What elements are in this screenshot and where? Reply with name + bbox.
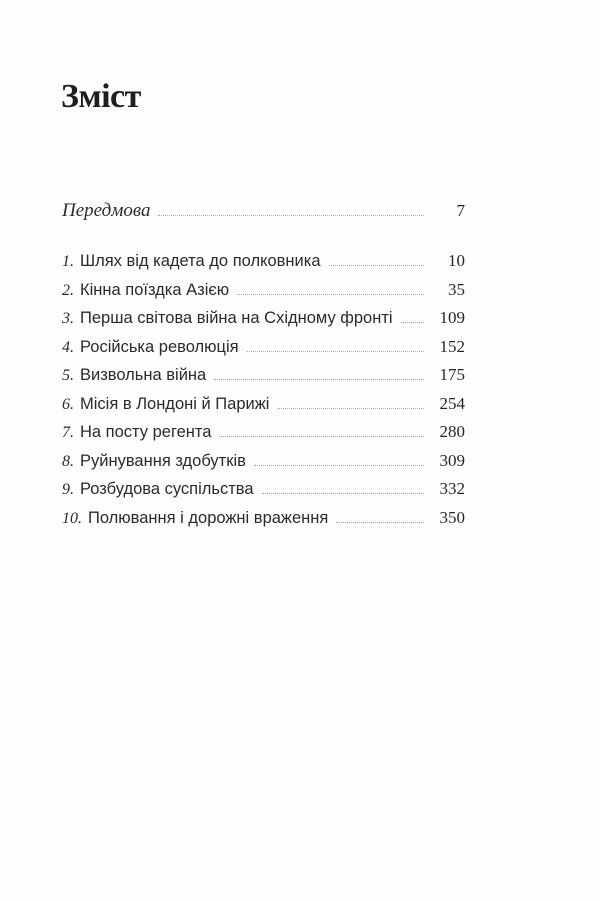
toc-preface-row: [62, 197, 465, 225]
page-title: Зміст: [61, 78, 141, 115]
toc-entry-number: 3.: [62, 310, 74, 327]
toc-entry-label: Російська революція: [80, 337, 239, 356]
dot-leader: [262, 493, 424, 494]
toc-entry-number: 10.: [62, 509, 82, 527]
toc-entry-number: 1.: [62, 253, 74, 270]
toc-entry: [62, 247, 465, 276]
toc-entry-number: 9.: [62, 481, 74, 498]
toc-entry-page-number: 332: [439, 479, 465, 498]
toc-entry: [62, 390, 465, 419]
toc-entry-label: На посту регента: [80, 423, 212, 441]
toc-entry: [62, 418, 465, 447]
toc-entry-page-number: 10: [448, 251, 465, 270]
toc-entry-label: Кінна поїздка Азією: [80, 280, 230, 299]
toc-entry: [62, 361, 465, 390]
toc-entry-label: Розбудова суспільства: [80, 480, 254, 498]
toc-entry-page-number: 175: [439, 365, 465, 384]
toc-entry-label: Визвольна війна: [80, 366, 207, 384]
toc-entry: [62, 333, 465, 362]
toc-entry-label: Полювання і дорожні враження: [88, 508, 329, 527]
dot-leader: [219, 436, 424, 437]
dot-leader: [336, 522, 424, 523]
dot-leader: [237, 294, 424, 295]
dot-leader: [254, 465, 424, 466]
toc-entry-number: 7.: [62, 424, 74, 441]
dot-leader: [277, 408, 424, 409]
toc-preface-label: Передмова: [62, 200, 151, 221]
toc-entry-page-number: 350: [439, 507, 465, 527]
toc-entry: [62, 475, 465, 504]
toc-entry-label: Руйнування здобутків: [80, 451, 246, 470]
dot-leader: [247, 351, 424, 352]
toc-entry-number: 5.: [62, 367, 74, 384]
toc-entry-page-number: 309: [439, 450, 465, 470]
toc-entry-label: Шлях від кадета до полковника: [80, 252, 321, 270]
toc-entry-page-number: 35: [448, 279, 465, 299]
toc-entry-number: 4.: [62, 338, 74, 356]
table-of-contents: [62, 197, 465, 532]
dot-leader: [158, 215, 424, 216]
toc-entry: [62, 304, 465, 333]
toc-entry-page-number: 109: [439, 308, 465, 327]
toc-entry-label: Перша світова війна на Східному фронті: [80, 309, 393, 327]
toc-entry-page-number: 280: [439, 422, 465, 441]
toc-entry-page-number: 254: [439, 393, 465, 413]
toc-entry: [62, 447, 465, 476]
toc-entry-page-number: 152: [439, 336, 465, 356]
toc-entry: [62, 276, 465, 305]
dot-leader: [214, 379, 424, 380]
toc-entry-number: 6.: [62, 395, 74, 413]
toc-entry: [62, 504, 465, 533]
toc-preface-page-number: 7: [456, 201, 465, 220]
dot-leader: [401, 322, 424, 323]
toc-spacer: [62, 225, 465, 247]
toc-entry-label: Місія в Лондоні й Парижі: [80, 394, 270, 413]
toc-entry-number: 2.: [62, 281, 74, 299]
toc-entry-number: 8.: [62, 452, 74, 470]
dot-leader: [329, 265, 424, 266]
